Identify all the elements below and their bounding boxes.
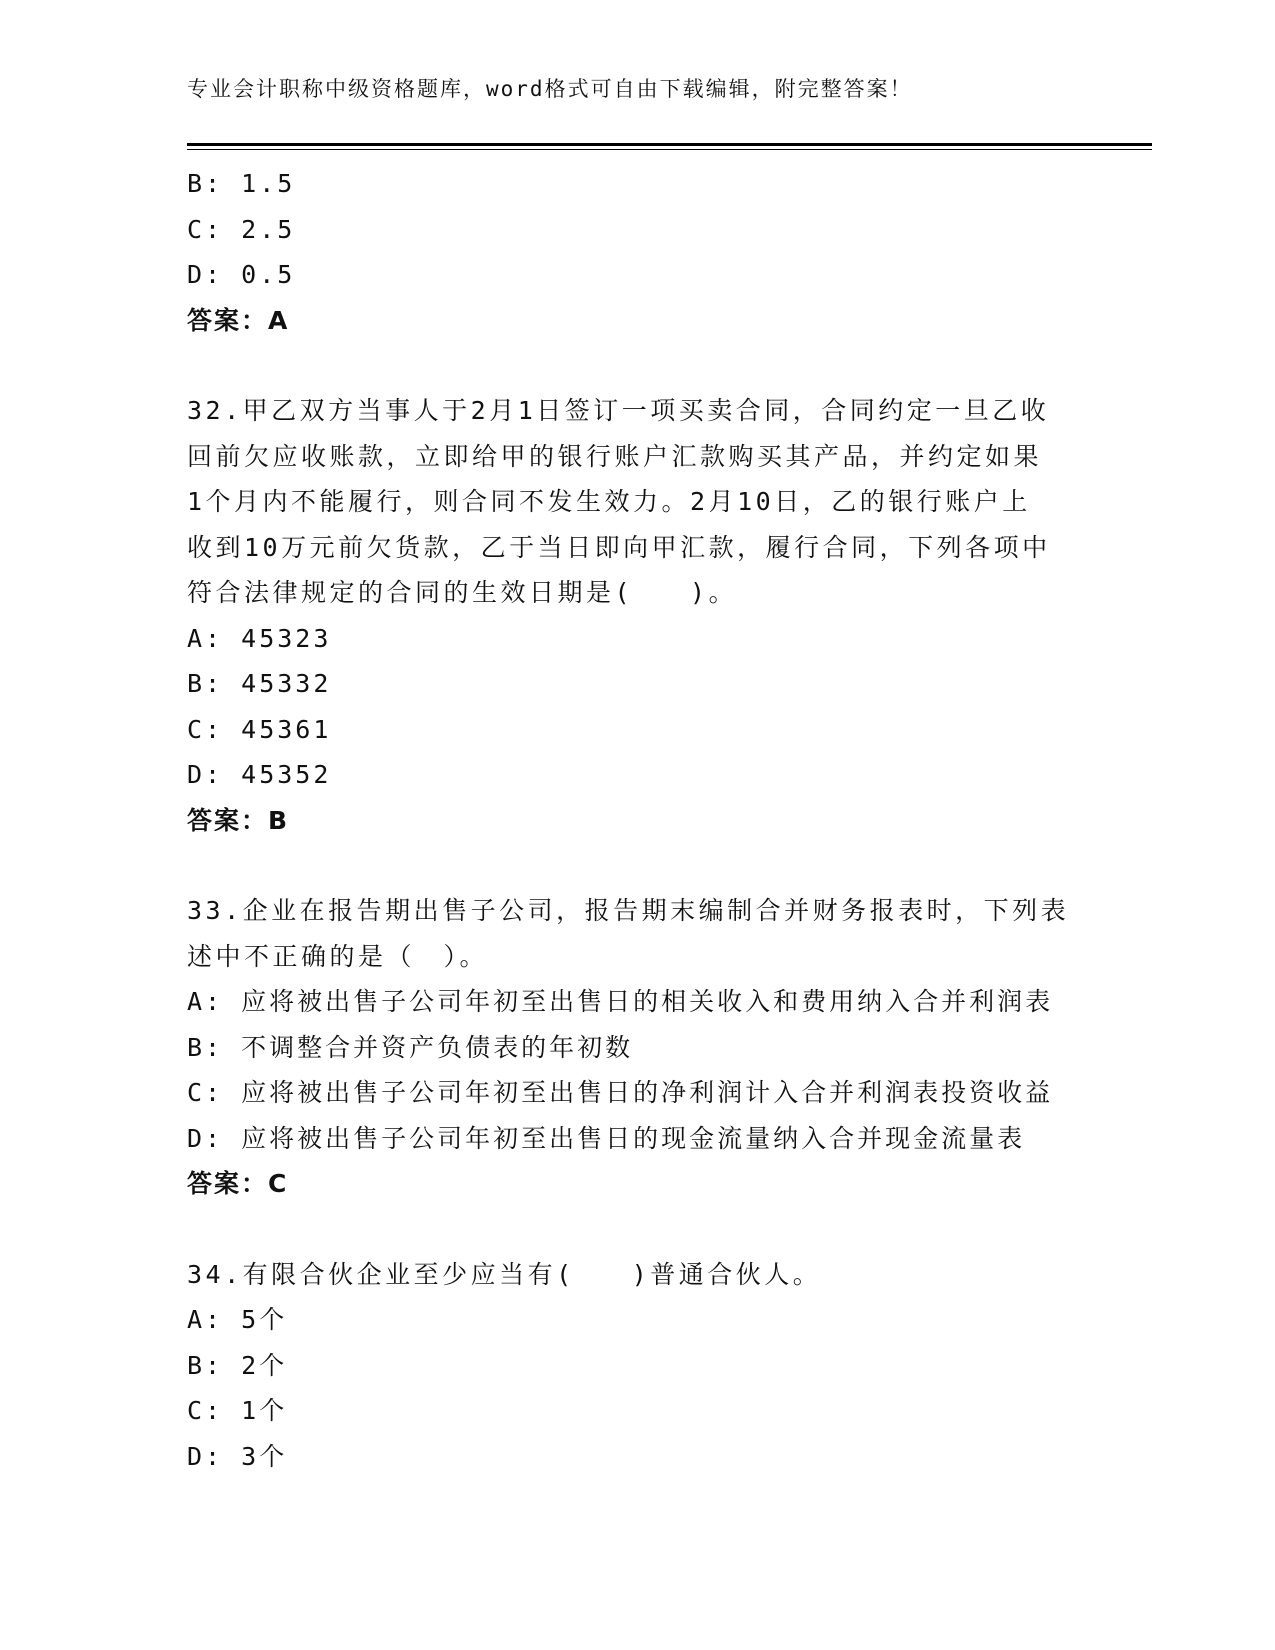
prev-question-block bbox=[187, 161, 1087, 343]
spacer bbox=[187, 343, 1087, 388]
answer-line: 答案：A bbox=[187, 305, 290, 335]
question-33-text-line: 33.企业在报告期出售子公司，报告期末编制合并财务报表时，下列表 bbox=[187, 896, 1070, 925]
question-34-text-line: 34.有限合伙企业至少应当有( )普通合伙人。 bbox=[187, 1259, 822, 1289]
option-d: D: 应将被出售子公司年初至出售日的现金流量纳入合并现金流量表 bbox=[187, 1123, 1026, 1153]
question-33-text-line: 述中不正确的是（ ）。 bbox=[187, 941, 489, 971]
option-b: B: 1.5 bbox=[187, 169, 296, 198]
option-c: C: 1个 bbox=[187, 1396, 288, 1425]
question-32-text-line: 回前欠应收账款，立即给甲的银行账户汇款购买其产品，并约定如果 bbox=[187, 441, 1043, 471]
page-header: 专业会计职称中级资格题库，word格式可自由下载编辑，附完整答案！ bbox=[187, 77, 913, 101]
header-rule-thin bbox=[187, 149, 1152, 150]
option-b: B: 不调整合并资产负债表的年初数 bbox=[187, 1032, 634, 1062]
question-32-text-line: 收到10万元前欠货款，乙于当日即向甲汇款，履行合同，下列各项中 bbox=[187, 532, 1051, 562]
option-c: C: 应将被出售子公司年初至出售日的净利润计入合并利润表投资收益 bbox=[187, 1078, 1054, 1107]
question-32-text-line: 1个月内不能履行，则合同不发生效力。2月10日，乙的银行账户上 bbox=[187, 487, 1031, 516]
question-33-block bbox=[187, 888, 1087, 1207]
option-b: B: 2个 bbox=[187, 1350, 288, 1380]
option-a: A: 45323 bbox=[187, 623, 332, 653]
spacer bbox=[187, 1207, 1087, 1252]
option-a: A: 应将被出售子公司年初至出售日的相关收入和费用纳入合并利润表 bbox=[187, 987, 1054, 1016]
answer-line: 答案：B bbox=[187, 805, 290, 835]
question-list bbox=[187, 161, 1087, 1479]
option-a: A: 5个 bbox=[187, 1305, 288, 1334]
answer-line: 答案：C bbox=[187, 1169, 289, 1198]
option-c: C: 2.5 bbox=[187, 214, 296, 244]
option-b: B: 45332 bbox=[187, 669, 332, 698]
question-32-text-line: 32.甲乙双方当事人于2月1日签订一项买卖合同，合同约定一旦乙收 bbox=[187, 396, 1050, 425]
option-d: D: 3个 bbox=[187, 1441, 288, 1471]
option-c: C: 45361 bbox=[187, 714, 332, 744]
spacer bbox=[187, 843, 1087, 888]
option-d: D: 0.5 bbox=[187, 260, 296, 289]
question-32-block bbox=[187, 388, 1087, 843]
question-32-text-line: 符合法律规定的合同的生效日期是( )。 bbox=[187, 578, 738, 607]
header-rule-thick bbox=[187, 143, 1152, 146]
question-34-block bbox=[187, 1252, 1087, 1480]
option-d: D: 45352 bbox=[187, 760, 332, 789]
